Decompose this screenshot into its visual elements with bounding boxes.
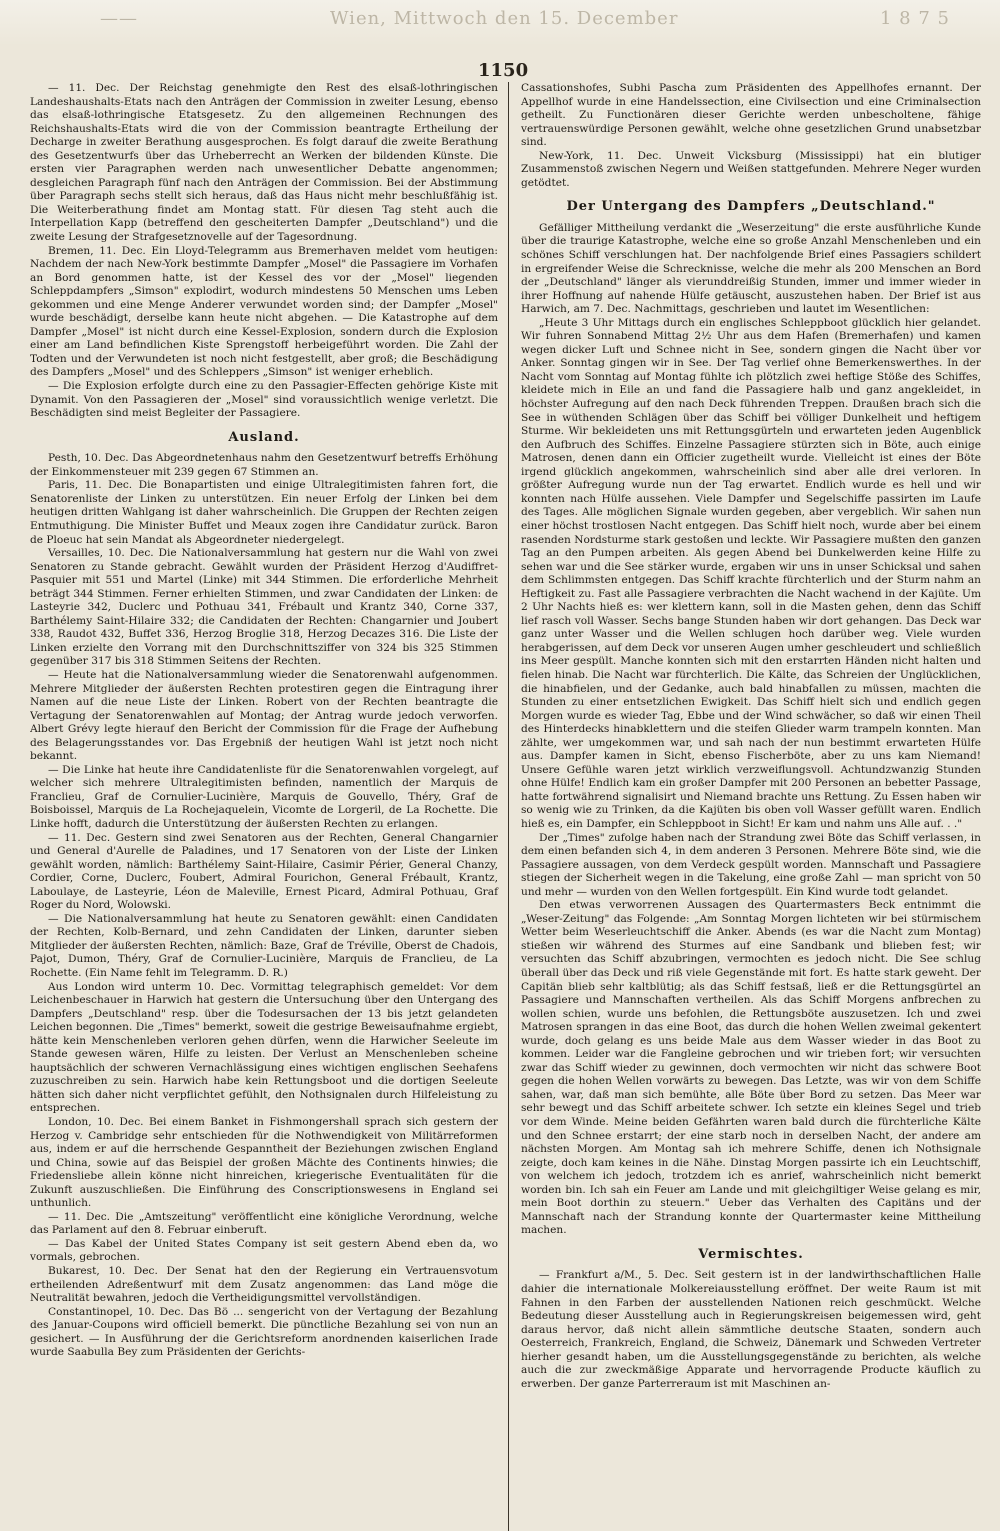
article-paragraph: — Die Explosion erfolgte durch eine zu den Passagier-Effecten gehörige Kiste mit Dynamit. Von den Passagieren der „Mosel" sind voraussichtlich wenige verletzt. Die Beschädigten sind meist Begleiter der Passagiere. — [30, 380, 498, 420]
column-divider — [508, 82, 509, 1531]
article-paragraph: Der „Times" zufolge haben nach der Strandung zwei Böte das Schiff verlassen, in dem einen befanden sich 4, in dem anderen 3 Personen. Mehrere Böte sind, wie die Passagiere aussagen, von dem Verdeck gespült worden. Mannschaft und Passagiere stiegen der Sicherheit wegen in die Takelung, eine große Zahl — man spricht von 50 und mehr — wurden von den Wellen fortgespült. Ein Kind wurde todt gelandet. — [521, 831, 981, 898]
page-number: 1150 — [478, 60, 529, 81]
section-title-vermischtes: Vermischtes. — [698, 1246, 804, 1262]
left-column — [30, 82, 508, 1531]
running-head-center: Wien, Mittwoch den 15. December — [330, 8, 679, 29]
article-paragraph: — Heute hat die Nationalversammlung wieder die Senatorenwahl aufgenommen. Mehrere Mitglieder der äußersten Rechten protestiren gegen die Eintragung ihrer Namen auf die neue Liste der Linken. Robert von der Rechten beantragte die Vertagung der Senatorenwahlen auf Montag; der Antrag wurde jedoch verworfen. Albert Grévy legte hierauf den Bericht der Commission für die Frage der Aufhebung des Belagerungsstandes vor. Das Ergebniß der heutigen Wahl ist jetzt noch nicht bekannt. — [30, 668, 498, 763]
article-paragraph: Constantinopel, 10. Dec. Das Bö ... sengericht von der Vertagung der Bezahlung des Januar-Coupons wird officiell bemerkt. Die pünctliche Bezahlung sei von nun an gesichert. — In Ausführung der die Gerichtsreform anordnenden kaiserlichen Irade wurde Saabulla Bey zum Präsidenten der Gerichts- — [30, 1305, 498, 1359]
article-paragraph: — 11. Dec. Der Reichstag genehmigte den Rest des elsaß-lothringischen Landeshaushalts-Etats nach den Anträgen der Commission in zweiter Lesung, ebenso das elsaß-lothringische Etatsgesetz. Zu den allgemeinen Rechnungen des Reichshaushalts-Etats wird die von der Commission beantragte Ertheilung der Decharge in zweiter Berathung ausgesprochen. Es folgt darauf die zweite Berathung des Gesetzentwurfs über das Urheberrecht an Werken der bildenden Künste. Die ersten vier Paragraphen werden nach unwesentlicher Debatte angenommen; desgleichen Paragraph fünf nach den Anträgen der Commission. Bei der Abstimmung über Paragraph sechs stellt sich heraus, daß das Haus nicht mehr beschlußfähig ist. Die Weiterberathung findet am Montag statt. Für diesen Tag steht auch die Interpellation Kapp (betreffend den gescheiterten Dampfer „Deutschland") und die zweite Lesung der Strafgesetznovelle auf der Tagesordnung. — [30, 82, 498, 244]
article-paragraph: — Frankfurt a/M., 5. Dec. Seit gestern ist in der landwirthschaftlichen Halle dahier die internationale Molkereiausstellung eröffnet. Der weite Raum ist mit Fahnen in den Farben der ausstellenden Nationen reich geschmückt. Welche Bedeutung dieser Ausstellung auch in Regierungskreisen beigemessen wird, geht daraus hervor, daß nicht allein sämmtliche deutsche Staaten, sondern auch Oesterreich, Frankreich, England, die Schweiz, Dänemark und Schweden Vertreter hierher gesandt haben, um die Ausstellungsgegenstände zu berichten, als welche auch die zur zweckmäßige Apparate und hervorragende Producte käuflich zu erwerben. Der ganze Parterreraum ist mit Maschinen an- — [521, 1269, 981, 1390]
article-paragraph: Versailles, 10. Dec. Die Nationalversammlung hat gestern nur die Wahl von zwei Senatoren zu Stande gebracht. Gewählt wurden der Präsident Herzog d'Audiffret-Pasquier mit 551 und Martel (Linke) mit 344 Stimmen. Die erforderliche Mehrheit beträgt 344 Stimmen. Ferner erhielten Stimmen, und zwar Candidaten der Linken: de Lasteyrie 342, Duclerc und Pothuau 341, Frébault und Krantz 340, Corne 337, Barthélemy Saint-Hilaire 332; die Candidaten der Rechten: Changarnier und Joubert 338, Raudot 432, Buffet 336, Herzog Broglie 318, Herzog Decazes 316. Die Liste der Linken erzielte den Vorrang mit den Durchschnittsziffer von 324 bis 325 Stimmen gegenüber 317 bis 318 Stimmen Seitens der Rechten. — [30, 547, 498, 668]
section-title-ausland: Ausland. — [228, 429, 300, 445]
article-paragraph: — Das Kabel der United States Company ist seit gestern Abend eben da, wo vormals, gebrochen. — [30, 1237, 498, 1264]
article-paragraph: New-York, 11. Dec. Unweit Vicksburg (Mississippi) hat ein blutiger Zusammenstoß zwischen Negern und Weißen stattgefunden. Mehrere Neger wurden getödtet. — [521, 149, 981, 189]
article-paragraph: „Heute 3 Uhr Mittags durch ein englisches Schleppboot glücklich hier gelandet. Wir fuhren Sonnabend Mittag 2½ Uhr aus dem Hafen (Bremerhafen) und kamen wegen dicker Luft und Schnee nicht in See, sondern gingen die Nacht über vor Anker. Sonntag gingen wir in See. Der Tag verlief ohne Bemerkenswerthes. In der Nacht vom Sonntag auf Montag fühlte ich plötzlich zwei heftige Stöße des Schiffes, kleidete mich in Eile an und fand die Passagiere halb und ganz angekleidet, in höchster Aufregung auf den nach Deck führenden Treppen. Draußen brach sich die See in wüthenden Schlägen über das Schiff bei völliger Dunkelheit und heftigem Sturme. Wir bekleideten uns mit Rettungsgürteln und erwarteten jeden Augenblick den Aufbruch des Schiffes. Einzelne Passagiere stürzten sich in Böte, auch einige Matrosen, denen dann ein Officier zugetheilt wurde. Vielleicht ist eines der Böte irgend glücklich angekommen, wahrscheinlich sind aber alle drei verloren. In größter Aufregung wurde nun der Tag erwartet. Endlich wurde es hell und wir konnten nach Hülfe aussehen. Viele Dampfer und Segelschiffe passirten im Laufe des Tages. Alle möglichen Signale wurden gegeben, aber vergeblich. Wir sahen nun einer höchst trostlosen Nacht entgegen. Das Schiff hielt noch, wurde aber bei einem rasenden Nordsturme stark gestoßen und leckte. Wir Passagiere mußten den ganzen Tag an den Pumpen arbeiten. Als gegen Abend bei Dunkelwerden keine Hilfe zu sehen war und die See stärker wurde, ergaben wir uns in unser Schicksal und sahen dem Schlimmsten entgegen. Das Schiff krachte fürchterlich und der Sturm nahm an Heftigkeit zu. Fast alle Passagiere verbrachten die Nacht wachend in der Kajüte. Um 2 Uhr Nachts hieß es: wer klettern kann, soll in die Masten gehen, denn das Schiff lief rasch voll Wasser. Sechs bange Stunden haben wir dort gehangen. Das Deck war ganz unter Wasser und die Wellen schlugen hoch darüber weg. Viele wurden herabgerissen, auf dem Deck vor unseren Augen umher geschleudert und schließlich ins Meer gespült. Manche konnten sich mit den erstarrten Händen nicht halten und fielen hinab. Die Nacht war fürchterlich. Die Kälte, das Schreien der Unglücklichen, die hinabfielen, und der Gedanke, auch bald hinabfallen zu müssen, machten die Stunden zu einer entsetzlichen Ewigkeit. Das Schiff hielt sich und endlich gegen Morgen wurde es wieder Tag, Ebbe und der Wind schwächer, so daß wir einen Theil des Hinterdecks hinabklettern und die steifen Glieder warm trampeln konnten. Man zählte, wer umgekommen war, und sah nach der nun bestimmt erwarteten Hülfe aus. Dampfer kamen in Sicht, ebenso Fischerböte, aber zu uns kam Niemand! Unsere Gefühle waren jetzt wirklich verzweiflungsvoll. Achtundzwanzig Stunden ohne Hülfe! Endlich kam ein großer Dampfer mit 200 Personen an bebetter Passage, hatte fortwährend signalisirt und Niemand brachte uns Rettung. Zu Essen haben wir so wenig wie zu Trinken, da die Kajüten bis oben voll Wasser gefüllt waren. Endlich hieß es, ein Dampfer, ein Schleppboot in Sicht! Er kam und nahm uns Alle auf. . ." — [521, 316, 981, 830]
article-paragraph: Cassationshofes, Subhi Pascha zum Präsidenten des Appellhofes ernannt. Der Appellhof wurde in eine Handelssection, eine Civilsection und eine Criminalsection getheilt. Zu Functionären dieser Gerichte werden unbescholtene, fähige vertrauenswürdige Personen gewählt, welche ohne gesetzlichen Grund unabsetzbar sind. — [521, 82, 981, 149]
section-title-untergang: Der Untergang des Dampfers „Deutschland." — [566, 199, 936, 215]
text-columns — [30, 82, 988, 1531]
article-paragraph: Pesth, 10. Dec. Das Abgeordnetenhaus nahm den Gesetzentwurf betreffs Erhöhung der Einkommensteuer mit 239 gegen 67 Stimmen an. — [30, 452, 498, 478]
article-paragraph: — 11. Dec. Die „Amtszeitung" veröffentlicht eine königliche Verordnung, welche das Parlament auf den 8. Februar einberuft. — [30, 1210, 498, 1237]
article-paragraph: — Die Linke hat heute ihre Candidatenliste für die Senatorenwahlen vorgelegt, auf welcher sich mehrere Ultralegitimisten befinden, namentlich der Marquis de Franclieu, Graf de Cornulier-Lucinière, Marquis de Gouvello, Théry, Graf de Boisboissel, Marquis de La Rochejaquelein, Vicomte de Lorgeril, de La Rochette. Die Linke hofft, dadurch die Unterstützung der äußersten Rechten zu erlangen. — [30, 763, 498, 830]
article-paragraph: Bukarest, 10. Dec. Der Senat hat den der Regierung ein Vertrauensvotum ertheilenden Adreßentwurf mit dem Zusatz angenommen: das Land möge die Neutralität bewahren, jedoch die Vertheidigungsmittel vervollständigen. — [30, 1265, 498, 1305]
running-head-left: —— — [100, 8, 138, 29]
right-column — [515, 82, 981, 1531]
article-paragraph: Gefälliger Mittheilung verdankt die „Weserzeitung" die erste ausführliche Kunde über die traurige Katastrophe, welche eine so große Anzahl Menschenleben und ein schönes Schiff verschlungen hat. Der nachfolgende Brief eines Passagiers schildert in ergreifender Weise die Schrecknisse, welche die mehr als 200 Menschen an Bord der „Deutschland" länger als vierunddreißig Stunden, immer und immer wieder in ihrer Hoffnung auf nahende Hülfe getäuscht, auszustehen haben. Der Brief ist aus Harwich, am 7. Dec. Nachmittags, geschrieben und lautet im Wesentlichen: — [521, 221, 981, 316]
running-head — [0, 2, 1000, 32]
article-paragraph: London, 10. Dec. Bei einem Banket in Fishmongershall sprach sich gestern der Herzog v. Cambridge sehr entschieden für die Nothwendigkeit von Militärreformen aus, indem er auf die herrschende Gespanntheit der Beziehungen zwischen England und China, sowie auf das Beispiel der großen Mächte des Continents hinwies; die Friedensliebe allein könne nicht hinreichen, kriegerische Eventualitäten für die Zukunft auszuschließen. Die Einführung des Conscriptionswesens in England sei unthunlich. — [30, 1116, 498, 1210]
article-paragraph: Bremen, 11. Dec. Ein Lloyd-Telegramm aus Bremerhaven meldet vom heutigen: Nachdem der nach New-York bestimmte Dampfer „Mosel" die Passagiere im Vorhafen an Bord genommen hatte, ist der Kessel des vor der „Mosel" liegenden Schleppdampfers „Simson" explodirt, wodurch mindestens 50 Menschen ums Leben gekommen und eine Menge Anderer verwundet worden sind; der Dampfer „Mosel" wurde beschädigt, derselbe kann heute nicht abgehen. — Die Katastrophe auf dem Dampfer „Mosel" ist nicht durch eine Kessel-Explosion, sondern durch die Explosion einer am Land befindlichen Kiste Sprengstoff herbeigeführt worden. Die Zahl der Todten und der Verwundeten ist noch nicht festgestellt, aber groß; die Beschädigung des Dampfers „Mosel" und des Schleppers „Simson" ist weniger erheblich. — [30, 244, 498, 379]
article-paragraph: Aus London wird unterm 10. Dec. Vormittag telegraphisch gemeldet: Vor dem Leichenbeschauer in Harwich hat gestern die Untersuchung über den Untergang des Dampfers „Deutschland" resp. über die Todesursachen der 13 bis jetzt gelandeten Leichen begonnen. Die „Times" bemerkt, soweit die gestrige Beweisaufnahme ergiebt, hätte kein Menschenleben verloren gehen dürfen, wenn die Harwicher Seeleute im Stande gewesen wären, Hilfe zu leisten. Der Verlust an Menschenleben scheine hauptsächlich der schweren Vernachlässigung eines wichtigen englischen Seehafens zuzuschreiben zu sein. Harwich habe kein Rettungsboot und die dortigen Seeleute hätten sich daher nicht verpflichtet gefühlt, den Nothsignalen durch Hilfeleistung zu entsprechen. — [30, 980, 498, 1115]
article-paragraph: — 11. Dec. Gestern sind zwei Senatoren aus der Rechten, General Changarnier und General d'Aurelle de Paladines, und 17 Senatoren von der Liste der Linken gewählt worden, nämlich: Barthélemy Saint-Hilaire, Casimir Périer, General Chanzy, Cordier, Corne, Duclerc, Foubert, Admiral Fourichon, General Frébault, Krantz, Laboulaye, de Lasteyrie, Léon de Maleville, Ernest Picard, Admiral Pothuau, Graf Roger du Nord, Wolowski. — [30, 831, 498, 912]
article-paragraph: Den etwas verworrenen Aussagen des Quartermasters Beck entnimmt die „Weser-Zeitung" das Folgende: „Am Sonntag Morgen lichteten wir bei stürmischem Wetter beim Weserleuchtschiff die Anker. Abends (es war die Nacht zum Montag) stießen wir während des Sturmes auf eine Sandbank und blieben fest; wir versuchten das Schiff abzubringen, vermochten es jedoch nicht. Die See schlug überall über das Deck und riß viele Gegenstände mit fort. Es hatte stark geweht. Der Capitän blieb sehr kaltblütig; als das Schiff festsaß, ließ er die Rettungsgürtel an Passagiere und Mannschaften vertheilen. Als das Schiff Morgens anfbrechen zu wollen schien, wurde uns befohlen, die Rettungsböte auszusetzen. Ich und zwei Matrosen sprangen in das eine Boot, das durch die hohen Wellen zweimal gekentert wurde, doch gelang es uns beide Male aus dem Wasser wieder in das Boot zu kommen. Leider war die Fangleine gebrochen und wir trieben fort; wir versuchten zwar das Schiff wieder zu gewinnen, doch vermochten wir nicht das schwere Boot gegen die hohen Wellen vorwärts zu bewegen. Das Letzte, was wir von dem Schiffe sahen, war, daß man sich bemühte, alle Böte über Bord zu setzen. Das Meer war sehr bewegt und das Schiff arbeitete schwer. Ich setzte ein kleines Segel und trieb vor dem Winde. Meine beiden Gefährten waren bald durch die fürchterliche Kälte und den Schnee erstarrt; der eine starb noch in derselben Nacht, der andere am nächsten Morgen. Am Montag sah ich mehrere Schiffe, denen ich Nothsignale zeigte, doch kam keines in die Nähe. Dinstag Morgen passirte ich ein Leuchtschiff, von welchem ich jedoch, trotzdem ich es anrief, wahrscheinlich nicht bemerkt worden bin. Ich sah ein Feuer am Lande und mit gleichgiltiger Weise gelang es mir, mein Boot dorthin zu steuern." Ueber das Verhalten des Capitäns und der Mannschaft nach der Strandung konnte der Quartermaster keine Mittheilung machen. — [521, 899, 981, 1237]
article-paragraph: — Die Nationalversammlung hat heute zu Senatoren gewählt: einen Candidaten der Rechten, Kolb-Bernard, und zehn Candidaten der Linken, darunter sieben Mitglieder der äußersten Rechten, nämlich: Baze, Graf de Tréville, Oberst de Chadois, Pajot, Dumon, Théry, Graf de Cornulier-Lucinière, Marquis de Franclieu, de La Rochette. (Ein Name fehlt im Telegramm. D. R.) — [30, 912, 498, 979]
running-head-right: 1 8 7 5 — [880, 8, 950, 29]
article-paragraph: Paris, 11. Dec. Die Bonapartisten und einige Ultralegitimisten fahren fort, die Senatorenliste der Linken zu unterstützen. Ein neuer Erfolg der Linken bei dem heutigen dritten Wahlgang ist daher wahrscheinlich. Die Gruppen der Rechten zeigen Entmuthigung. Die Minister Buffet und Meaux zogen ihre Candidatur zurück. Baron de Ploeuc hat sein Mandat als Abgeordneter niedergelegt. — [30, 479, 498, 546]
